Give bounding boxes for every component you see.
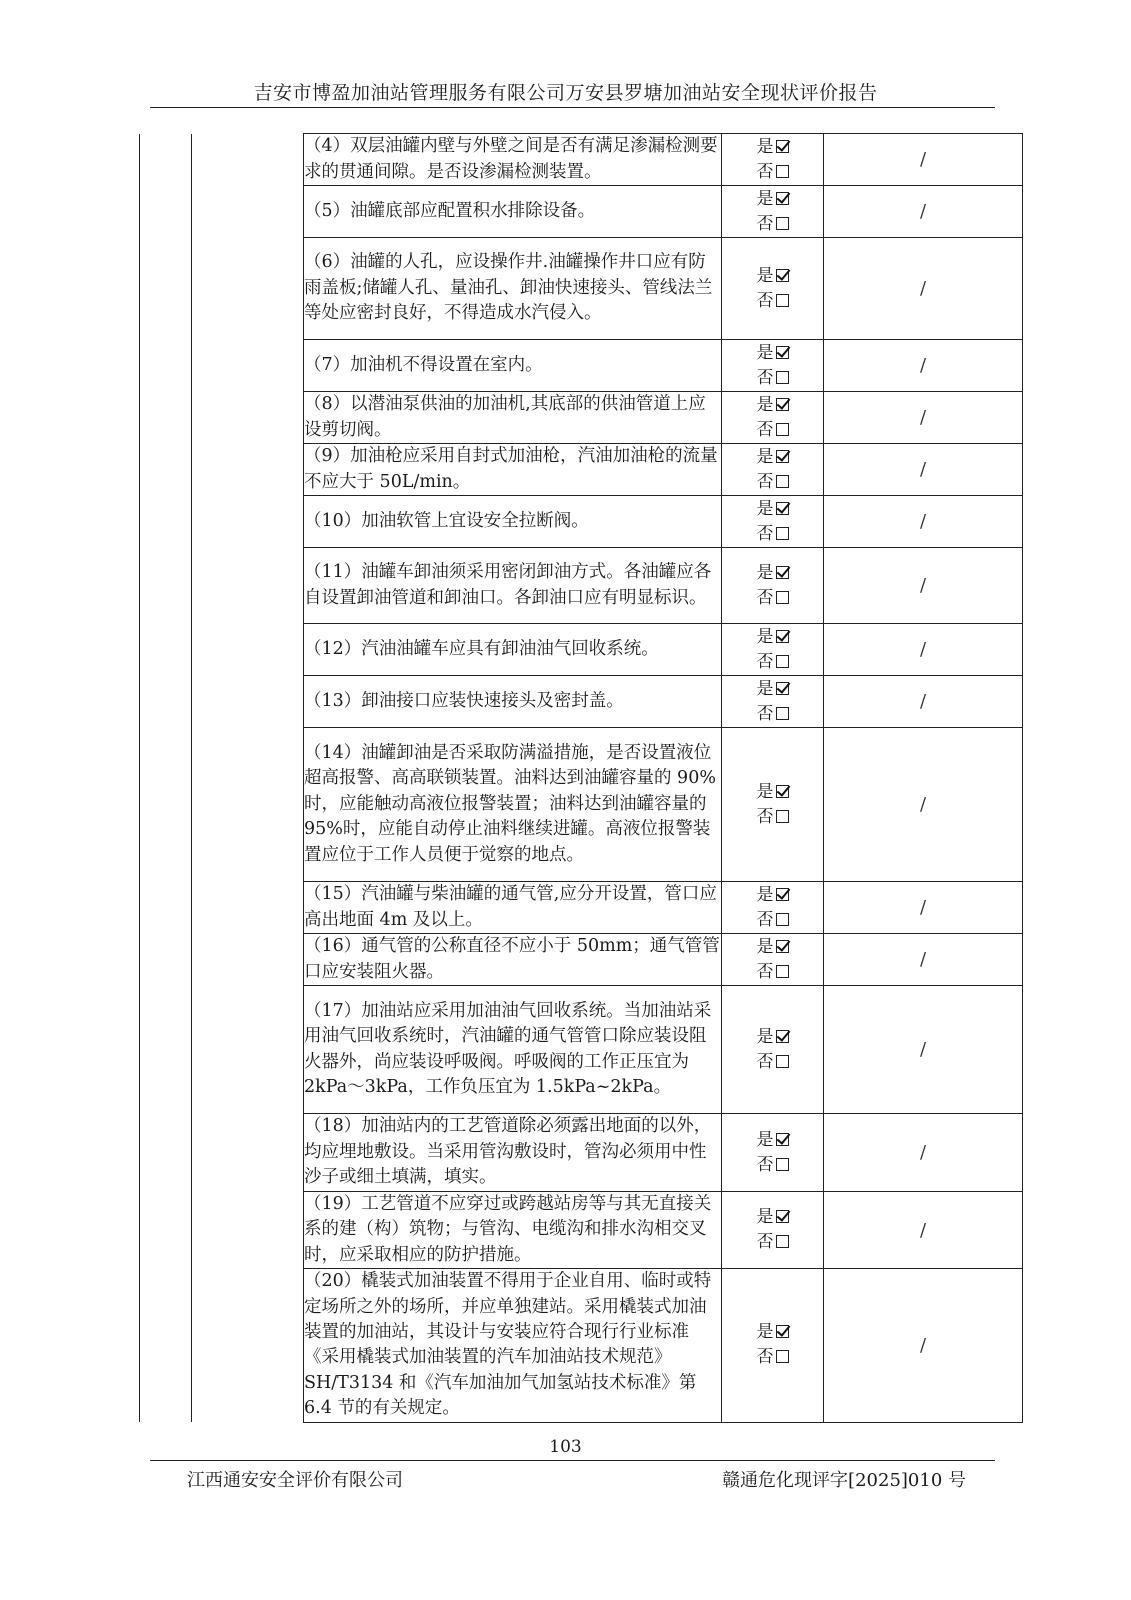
check-item-text: （15）汽油罐与柴油罐的通气管,应分开设置，管口应高出地面 4m 及以上。 [304,882,722,934]
category-cell [140,548,192,624]
yes-no-options [722,392,824,444]
category-cell [140,238,192,340]
no-label: 否 [756,651,774,672]
no-checkbox[interactable] [776,1158,789,1171]
yes-no-options [722,624,824,676]
table-row [140,186,1023,238]
subcategory-cell [192,934,304,986]
category-cell [140,392,192,444]
table-row [140,986,1023,1114]
header-divider [150,107,995,108]
category-cell [140,444,192,496]
yes-checkbox[interactable] [776,450,789,463]
table-row [140,1269,1023,1422]
no-checkbox[interactable] [776,527,789,540]
result-cell: / [824,1192,1023,1269]
no-label: 否 [756,419,774,440]
yes-checkbox[interactable] [776,1210,789,1223]
no-checkbox[interactable] [776,810,789,823]
table-row [140,1114,1023,1192]
yes-checkbox[interactable] [776,566,789,579]
subcategory-cell [192,496,304,548]
no-label: 否 [756,1051,774,1072]
no-checkbox[interactable] [776,591,789,604]
yes-checkbox[interactable] [776,140,789,153]
check-item-text: （11）油罐车卸油须采用密闭卸油方式。各油罐应各自设置卸油管道和卸油口。各卸油口应有明显标识。 [304,548,722,624]
subcategory-cell [192,624,304,676]
table-row [140,238,1023,340]
result-cell: / [824,186,1023,238]
category-cell [140,1269,192,1422]
subcategory-cell [192,548,304,624]
yes-checkbox[interactable] [776,888,789,901]
result-cell: / [824,134,1023,186]
table-row [140,496,1023,548]
table-row [140,444,1023,496]
category-cell [140,676,192,728]
footer-company: 江西通安安全评价有限公司 [187,1470,403,1491]
check-item-text: （5）油罐底部应配置积水排除设备。 [304,186,722,238]
no-checkbox[interactable] [776,1235,789,1248]
no-checkbox[interactable] [776,165,789,178]
result-cell: / [824,548,1023,624]
subcategory-cell [192,676,304,728]
result-cell: / [824,624,1023,676]
table-row [140,676,1023,728]
yes-no-options [722,186,824,238]
yes-checkbox[interactable] [776,785,789,798]
category-cell [140,134,192,186]
no-checkbox[interactable] [776,371,789,384]
yes-checkbox[interactable] [776,630,789,643]
subcategory-cell [192,340,304,392]
yes-label: 是 [756,1026,774,1047]
yes-no-options [722,444,824,496]
yes-checkbox[interactable] [776,1030,789,1043]
footer-doc-number: 赣通危化现评字[2025]010 号 [722,1470,966,1491]
no-checkbox[interactable] [776,217,789,230]
yes-checkbox[interactable] [776,940,789,953]
table-row [140,1192,1023,1269]
check-item-text: （14）油罐卸油是否采取防满溢措施，是否设置液位超高报警、高高联锁装置。油料达到油罐容量的 90%时，应能触动高液位报警装置；油料达到油罐容量的 95%时，应能自动停止油料继续进罐。高液位报警装置应位于工作人员便于觉察的地点。 [304,728,722,882]
category-cell [140,186,192,238]
subcategory-cell [192,444,304,496]
no-checkbox[interactable] [776,913,789,926]
check-item-text: （12）汽油油罐车应具有卸油油气回收系统。 [304,624,722,676]
subcategory-cell [192,186,304,238]
category-cell [140,340,192,392]
yes-no-options [722,340,824,392]
check-item-text: （16）通气管的公称直径不应小于 50mm；通气管管口应安装阻火器。 [304,934,722,986]
no-checkbox[interactable] [776,655,789,668]
yes-no-options [722,882,824,934]
yes-checkbox[interactable] [776,682,789,695]
yes-label: 是 [756,188,774,209]
category-cell [140,934,192,986]
result-cell: / [824,728,1023,882]
table-row [140,392,1023,444]
yes-label: 是 [756,446,774,467]
table-row [140,624,1023,676]
yes-no-options [722,496,824,548]
no-checkbox[interactable] [776,707,789,720]
result-cell: / [824,1114,1023,1192]
result-cell: / [824,676,1023,728]
check-item-text: （19）工艺管道不应穿过或跨越站房等与其无直接关系的建（构）筑物；与管沟、电缆沟和排水沟相交叉时，应采取相应的防护措施。 [304,1192,722,1269]
result-cell: / [824,934,1023,986]
yes-no-options [722,728,824,882]
no-label: 否 [756,471,774,492]
result-cell: / [824,340,1023,392]
yes-label: 是 [756,781,774,802]
result-cell: / [824,238,1023,340]
yes-no-options [722,548,824,624]
yes-label: 是 [756,1322,774,1343]
no-label: 否 [756,1232,774,1253]
category-cell [140,496,192,548]
no-checkbox[interactable] [776,1055,789,1068]
table-row [140,882,1023,934]
yes-label: 是 [756,678,774,699]
check-item-text: （10）加油软管上宜设安全拉断阀。 [304,496,722,548]
subcategory-cell [192,1114,304,1192]
result-cell: / [824,882,1023,934]
yes-no-options [722,1114,824,1192]
no-label: 否 [756,1154,774,1175]
yes-label: 是 [756,136,774,157]
check-item-text: （18）加油站内的工艺管道除必须露出地面的以外，均应埋地敷设。当采用管沟敷设时，管沟必须用中性沙子或细土填满，填实。 [304,1114,722,1192]
yes-no-options [722,238,824,340]
no-label: 否 [756,290,774,311]
subcategory-cell [192,392,304,444]
no-label: 否 [756,1347,774,1368]
category-cell [140,1192,192,1269]
category-cell [140,1114,192,1192]
subcategory-cell [192,1192,304,1269]
yes-label: 是 [756,342,774,363]
checklist-table [139,133,1023,1423]
no-label: 否 [756,523,774,544]
yes-no-options [722,1269,824,1422]
no-label: 否 [756,161,774,182]
result-cell: / [824,392,1023,444]
yes-checkbox[interactable] [776,192,789,205]
category-cell [140,882,192,934]
table-row [140,728,1023,882]
category-cell [140,986,192,1114]
yes-label: 是 [756,265,774,286]
result-cell: / [824,496,1023,548]
subcategory-cell [192,134,304,186]
yes-no-options [722,134,824,186]
footer-divider [150,1460,995,1461]
result-cell: / [824,986,1023,1114]
yes-label: 是 [756,394,774,415]
yes-label: 是 [756,562,774,583]
category-cell [140,728,192,882]
no-label: 否 [756,961,774,982]
no-label: 否 [756,213,774,234]
yes-checkbox[interactable] [776,1325,789,1338]
yes-label: 是 [756,1207,774,1228]
yes-label: 是 [756,498,774,519]
subcategory-cell [192,728,304,882]
yes-no-options [722,934,824,986]
page-header-title: 吉安市博盈加油站管理服务有限公司万安县罗塘加油站安全现状评价报告 [253,82,878,104]
table-row [140,340,1023,392]
yes-checkbox[interactable] [776,502,789,515]
no-label: 否 [756,806,774,827]
yes-checkbox[interactable] [776,1133,789,1146]
no-label: 否 [756,703,774,724]
category-cell [140,624,192,676]
table-row [140,548,1023,624]
result-cell: / [824,1269,1023,1422]
yes-label: 是 [756,1129,774,1150]
yes-label: 是 [756,936,774,957]
check-item-text: （8）以潜油泵供油的加油机,其底部的供油管道上应设剪切阀。 [304,392,722,444]
table-row [140,934,1023,986]
subcategory-cell [192,986,304,1114]
no-checkbox[interactable] [776,423,789,436]
check-item-text: （6）油罐的人孔，应设操作井.油罐操作井口应有防雨盖板;储罐人孔、量油孔、卸油快速接头、管线法兰等处应密封良好，不得造成水汽侵入。 [304,238,722,340]
yes-no-options [722,986,824,1114]
result-cell: / [824,444,1023,496]
yes-no-options [722,1192,824,1269]
no-checkbox[interactable] [776,475,789,488]
yes-no-options [722,676,824,728]
yes-checkbox[interactable] [776,398,789,411]
check-item-text: （13）卸油接口应装快速接头及密封盖。 [304,676,722,728]
check-item-text: （20）橇装式加油装置不得用于企业自用、临时或特定场所之外的场所，并应单独建站。采用橇装式加油装置的加油站，其设计与安装应符合现行行业标准《采用橇装式加油装置的汽车加油站技术规范》SH/T3134 和《汽车加油加气加氢站技术标准》第 6.4 节的有关规定。 [304,1269,722,1422]
check-item-text: （4）双层油罐内壁与外壁之间是否有满足渗漏检测要求的贯通间隙。是否设渗漏检测装置。 [304,134,722,186]
check-item-text: （9）加油枪应采用自封式加油枪，汽油加油枪的流量不应大于 50L/min。 [304,444,722,496]
no-checkbox[interactable] [776,965,789,978]
no-checkbox[interactable] [776,294,789,307]
page-number: 103 [549,1437,582,1457]
yes-label: 是 [756,626,774,647]
yes-checkbox[interactable] [776,346,789,359]
yes-checkbox[interactable] [776,269,789,282]
yes-label: 是 [756,884,774,905]
no-label: 否 [756,367,774,388]
no-checkbox[interactable] [776,1350,789,1363]
no-label: 否 [756,909,774,930]
subcategory-cell [192,1269,304,1422]
subcategory-cell [192,238,304,340]
table-row [140,134,1023,186]
check-item-text: （7）加油机不得设置在室内。 [304,340,722,392]
subcategory-cell [192,882,304,934]
check-item-text: （17）加油站应采用加油油气回收系统。当加油站采用油气回收系统时，汽油罐的通气管管口除应装设阻火器外，尚应装设呼吸阀。呼吸阀的工作正压宜为 2kPa～3kPa，工作负压宜为 1.5kPa~2kPa。 [304,986,722,1114]
no-label: 否 [756,587,774,608]
